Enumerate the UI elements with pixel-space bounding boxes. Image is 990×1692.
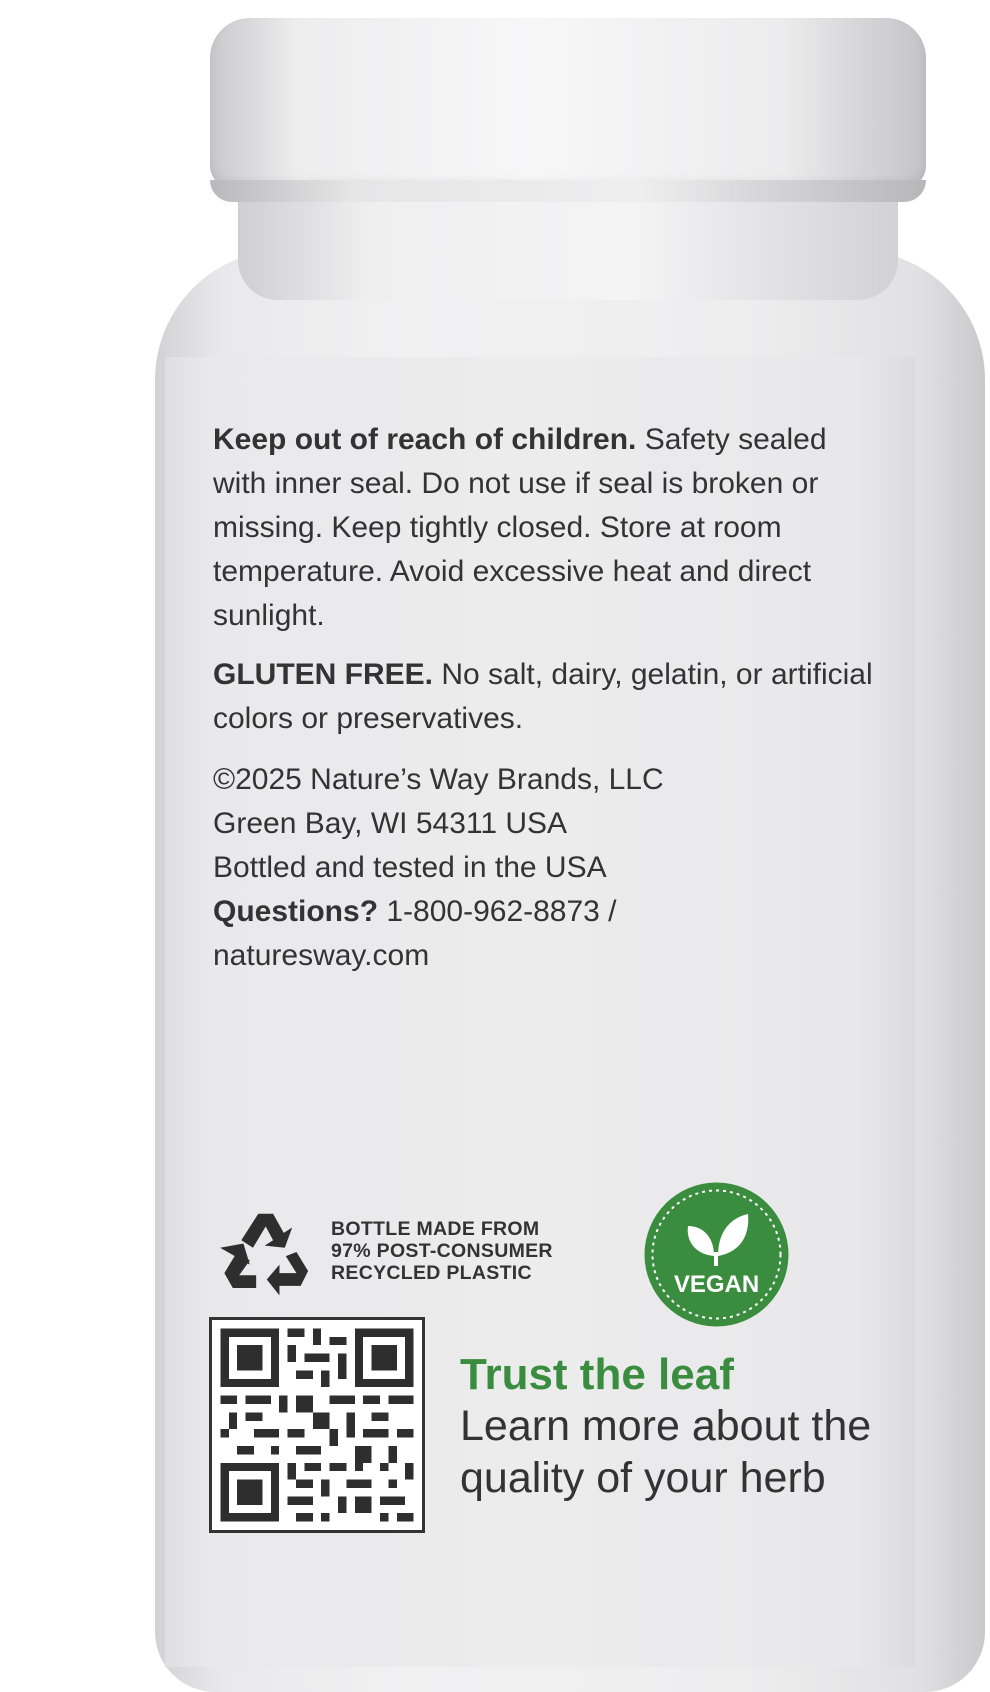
warning-bold: Keep out of reach of children.	[213, 423, 637, 456]
qr-code[interactable]	[212, 1320, 422, 1530]
gluten-text	[213, 653, 873, 741]
bottle-neck	[238, 200, 898, 300]
questions-line	[213, 890, 873, 934]
questions-label: Questions?	[213, 895, 379, 928]
website: naturesway.com	[213, 939, 430, 972]
recycle-line3: RECYCLED PLASTIC	[331, 1262, 532, 1284]
vegan-badge	[644, 1182, 789, 1327]
recycle-line1: BOTTLE MADE FROM	[331, 1218, 540, 1240]
warning-text	[213, 418, 873, 638]
trust-title: Trust the leaf	[460, 1350, 734, 1399]
bottle-cap	[210, 18, 926, 188]
vegan-label: VEGAN	[673, 1271, 760, 1298]
cap-ridge	[210, 180, 926, 202]
address: Green Bay, WI 54311 USA	[213, 807, 568, 840]
bottled-note: Bottled and tested in the USA	[213, 851, 607, 884]
warning-body: Safety sealed with inner seal. Do not use if seal is broken or missing. Keep tightly closed. Store at room temperature. Avoid excessive heat and direct sunlight.	[213, 423, 827, 632]
trust-subtitle: Learn more about the quality of your herb	[460, 1402, 872, 1502]
phone: 1-800-962-8873 /	[378, 895, 617, 928]
recycle-text	[331, 1218, 553, 1284]
recycle-icon	[218, 1205, 324, 1301]
gluten-body: No salt, dairy, gelatin, or artificial colors or preservatives.	[213, 658, 873, 735]
gluten-bold: GLUTEN FREE.	[213, 658, 434, 691]
copyright: ©2025 Nature’s Way Brands, LLC	[213, 763, 664, 796]
company-info	[213, 758, 873, 978]
recycle-line2: 97% POST-CONSUMER	[331, 1240, 553, 1262]
